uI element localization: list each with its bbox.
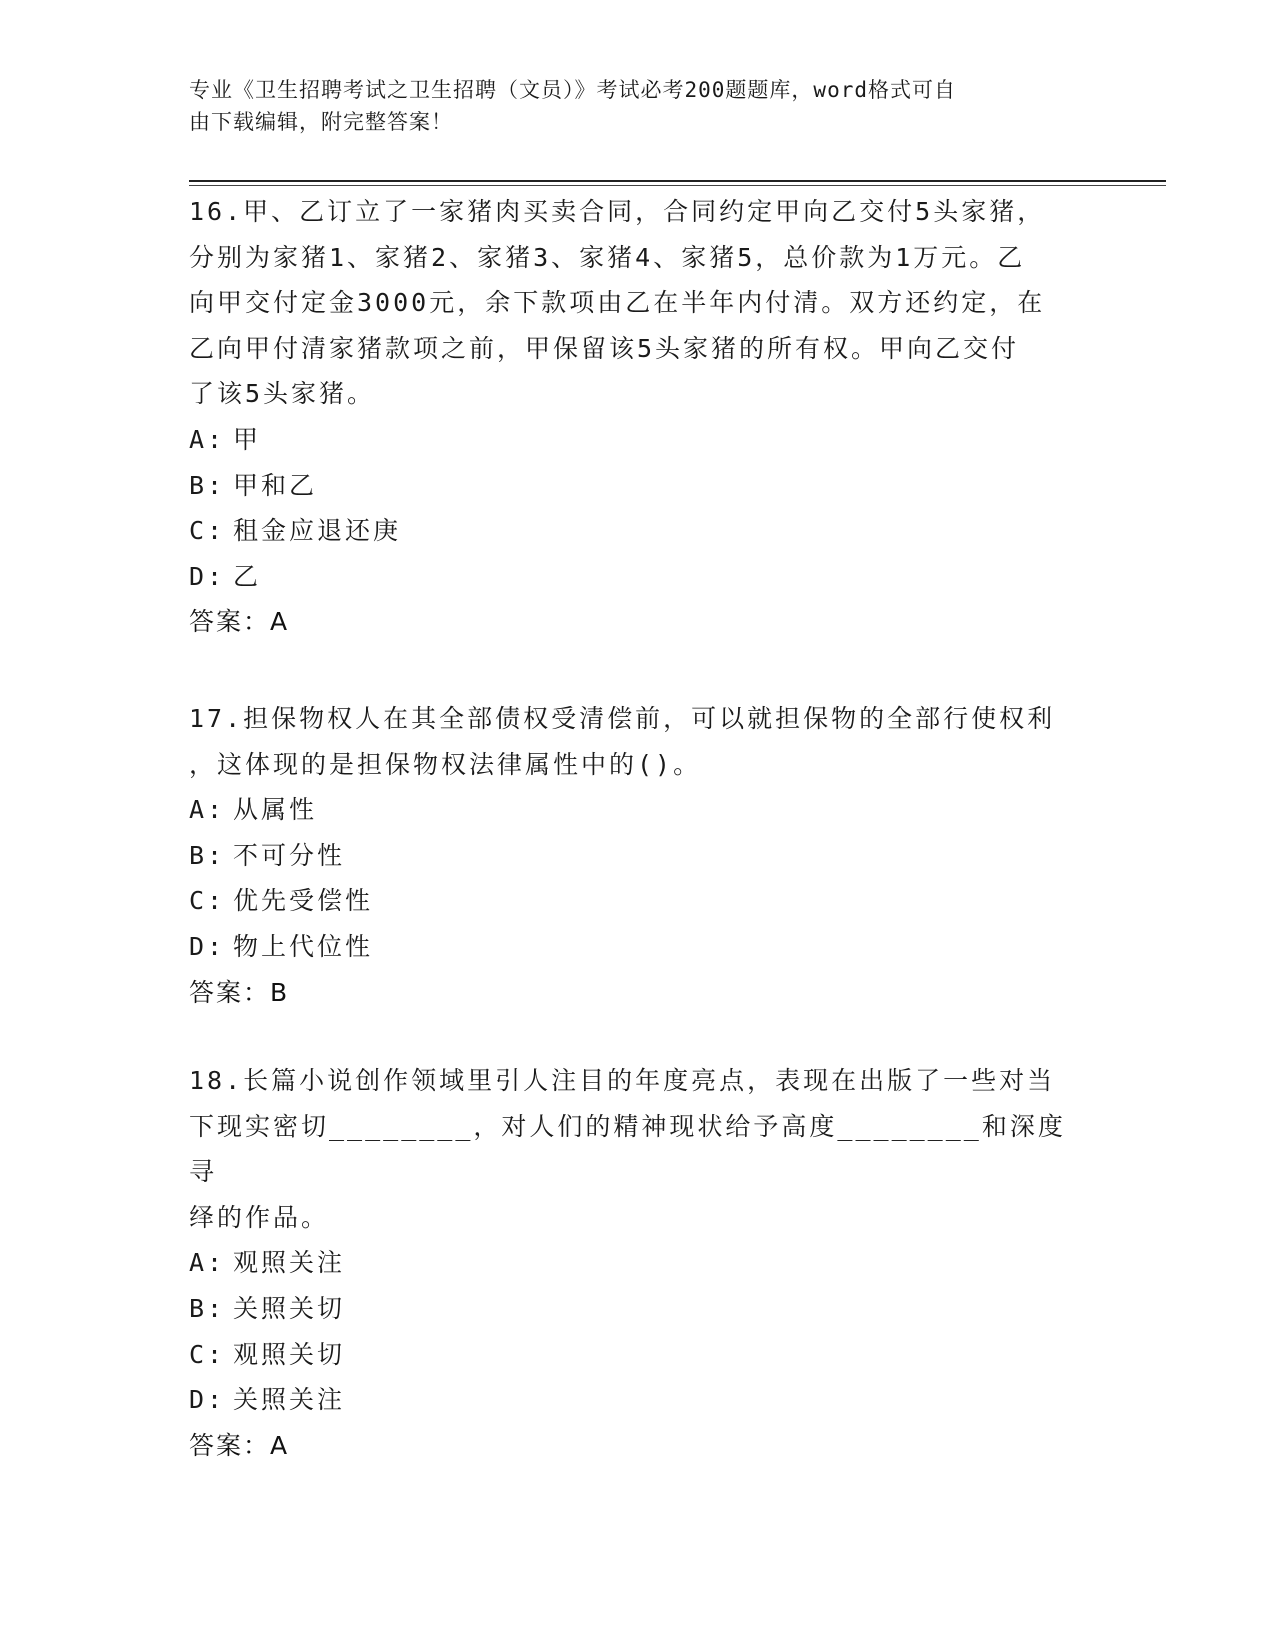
answer-line: 答案：A (189, 607, 290, 637)
option-key: C: (189, 516, 226, 546)
document-header (189, 74, 1069, 138)
question-stem (189, 189, 1089, 417)
question-18 (189, 1058, 1089, 1468)
option-b (189, 833, 1089, 879)
stem-line: 下现实密切________，对人们的精神现状给予高度________和深度寻 (189, 1111, 1066, 1187)
option-key: C: (189, 1339, 226, 1369)
option-b (189, 1286, 1089, 1332)
option-key: D: (189, 931, 226, 961)
option-c (189, 878, 1089, 924)
option-text: 关照关注 (233, 1385, 346, 1415)
option-a (189, 1240, 1089, 1286)
option-key: D: (189, 1385, 226, 1415)
header-line: 专业《卫生招聘考试之卫生招聘（文员）》考试必考200题题库，word格式可自 (189, 78, 956, 102)
option-text: 关照关切 (233, 1293, 346, 1323)
option-text: 观照关注 (233, 1248, 346, 1278)
option-text: 优先受偿性 (233, 886, 374, 916)
stem-line: 绎的作品。 (189, 1202, 330, 1232)
question-stem (189, 1058, 1089, 1240)
option-text: 观照关切 (233, 1339, 346, 1369)
option-text: 乙 (233, 561, 262, 591)
option-text: 甲 (233, 424, 262, 454)
option-a (189, 787, 1089, 833)
option-a (189, 417, 1089, 463)
header-line: 由下载编辑，附完整答案！ (189, 110, 453, 134)
option-key: B: (189, 840, 226, 870)
option-text: 从属性 (233, 795, 318, 825)
question-stem (189, 696, 1089, 787)
option-d (189, 1377, 1089, 1423)
option-text: 不可分性 (233, 840, 346, 870)
question-17 (189, 696, 1089, 1015)
stem-line: ，这体现的是担保物权法律属性中的()。 (189, 749, 702, 779)
option-text: 租金应退还庚 (233, 516, 402, 546)
option-key: B: (189, 1293, 226, 1323)
stem-line: 了该5头家猪。 (189, 379, 376, 409)
option-key: D: (189, 561, 226, 591)
option-c (189, 508, 1089, 554)
stem-line: 分别为家猪1、家猪2、家猪3、家猪4、家猪5，总价款为1万元。乙 (189, 242, 1026, 272)
option-key: B: (189, 470, 226, 500)
stem-line: 向甲交付定金3000元，余下款项由乙在半年内付清。双方还约定，在 (189, 288, 1046, 318)
header-divider (189, 180, 1166, 182)
option-text: 甲和乙 (233, 470, 318, 500)
header-divider-thin (189, 185, 1166, 186)
option-b (189, 463, 1089, 509)
stem-line: 乙向甲付清家猪款项之前，甲保留该5头家猪的所有权。甲向乙交付 (189, 333, 1020, 363)
option-d (189, 924, 1089, 970)
option-key: A: (189, 1248, 226, 1278)
stem-line: 17.担保物权人在其全部债权受清偿前，可以就担保物的全部行使权利 (189, 704, 1056, 733)
option-key: C: (189, 886, 226, 916)
option-key: A: (189, 795, 226, 825)
stem-line: 18.长篇小说创作领域里引人注目的年度亮点，表现在出版了一些对当 (189, 1066, 1056, 1095)
question-16 (189, 189, 1089, 645)
option-c (189, 1332, 1089, 1378)
option-text: 物上代位性 (233, 931, 374, 961)
stem-line: 16.甲、乙订立了一家猪肉买卖合同，合同约定甲向乙交付5头家猪， (189, 197, 1046, 226)
answer-line: 答案：B (189, 977, 290, 1007)
option-key: A: (189, 424, 226, 454)
answer-line: 答案：A (189, 1430, 290, 1460)
option-d (189, 554, 1089, 600)
